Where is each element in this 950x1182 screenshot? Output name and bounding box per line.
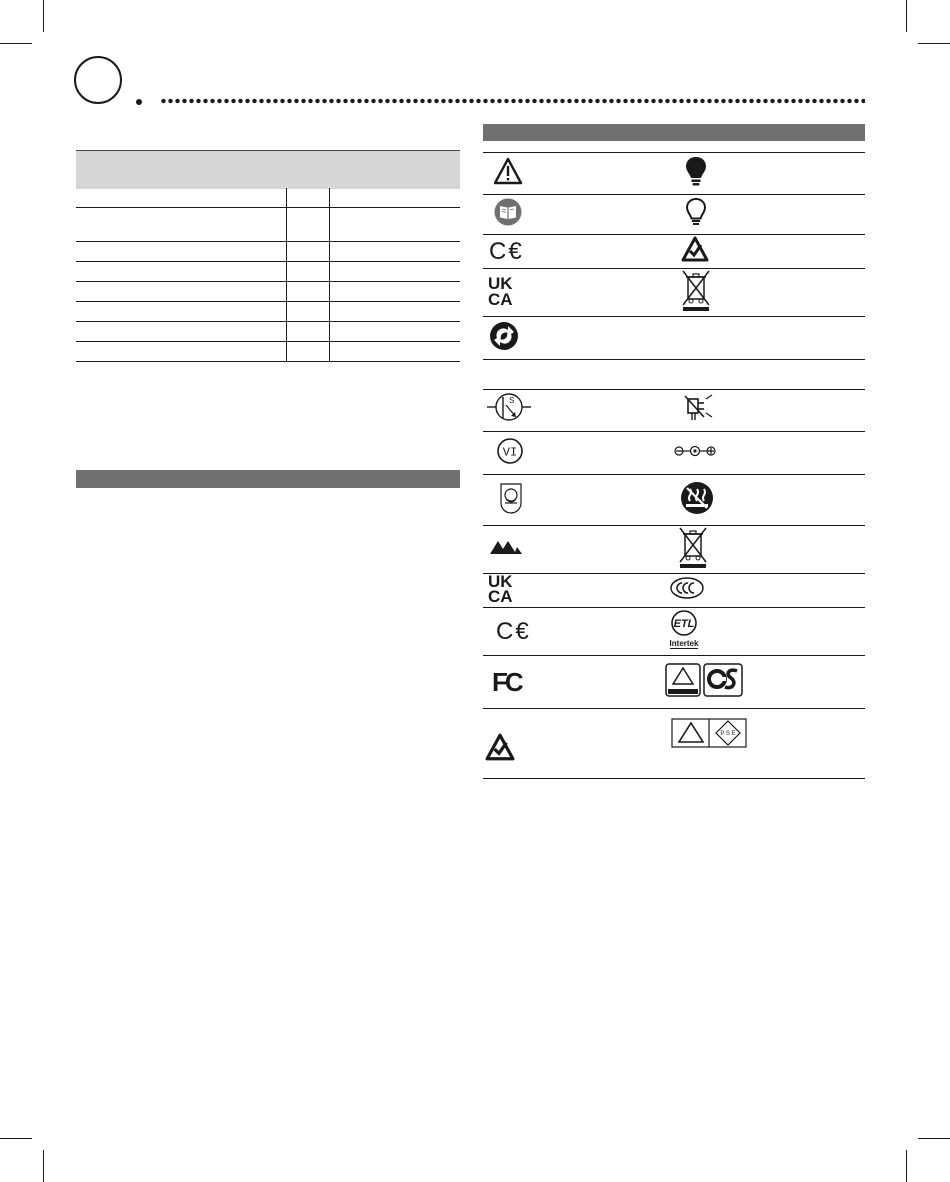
spec-value	[330, 262, 461, 282]
dotted-header-rule	[160, 98, 865, 104]
pse-text: P S E	[720, 731, 736, 737]
spec-unit	[287, 262, 330, 282]
symbols-table	[483, 152, 865, 779]
spec-value	[330, 282, 461, 302]
spec-value	[330, 188, 461, 208]
spec-label	[76, 342, 287, 362]
table-row	[483, 656, 865, 709]
spec-unit	[287, 282, 330, 302]
spec-value	[330, 302, 461, 322]
table-row	[76, 262, 460, 282]
table-row	[76, 208, 460, 242]
spec-unit	[287, 322, 330, 342]
class-ii-shaver-icon	[499, 481, 523, 515]
spec-label	[76, 208, 287, 242]
intertek-text: Intertek	[669, 639, 699, 648]
spec-label	[76, 188, 287, 208]
table-row	[483, 709, 865, 779]
spec-unit	[287, 208, 330, 242]
safety-transformer-icon	[487, 391, 531, 425]
spec-label	[76, 322, 287, 342]
bulb-outline-icon	[684, 197, 708, 227]
table-row	[483, 360, 865, 390]
ukca-top-text: UK	[488, 572, 513, 591]
spec-value	[330, 242, 461, 262]
rcm-mark-icon	[485, 733, 515, 761]
left-section-bar	[76, 470, 460, 488]
crop-mark	[0, 43, 32, 44]
table-row	[483, 574, 865, 608]
crop-mark	[43, 0, 44, 32]
spec-value	[330, 208, 461, 242]
language-badge	[74, 56, 122, 104]
right-section-bar	[483, 124, 865, 141]
spec-unit	[287, 342, 330, 362]
efficiency-vi-icon	[496, 437, 524, 465]
spec-label	[76, 302, 287, 322]
crop-mark	[918, 1138, 950, 1139]
table-row	[76, 242, 460, 262]
spec-unit	[287, 302, 330, 322]
table-row	[483, 608, 865, 656]
table-row	[483, 317, 865, 360]
crop-mark	[918, 43, 950, 44]
pse-mark-icon	[671, 718, 747, 748]
ce-mark-icon: C€	[496, 617, 531, 645]
crop-mark	[43, 1150, 44, 1182]
ukca-mark-icon	[488, 273, 518, 309]
table-row	[483, 390, 865, 432]
ccc-mark-icon	[669, 576, 705, 600]
weee-bin-icon	[681, 269, 711, 311]
rcm-mark-icon	[681, 236, 709, 262]
table-row	[76, 282, 460, 302]
header-dot	[136, 99, 142, 105]
no-dry-location-plug-icon	[682, 393, 714, 423]
crop-mark	[906, 0, 907, 32]
spec-unit	[287, 188, 330, 208]
table-row	[483, 526, 865, 574]
crop-mark	[906, 1150, 907, 1182]
ukca-bottom-text: CA	[488, 587, 513, 606]
spec-label	[76, 282, 287, 302]
table-row	[76, 322, 460, 342]
table-row	[483, 475, 865, 526]
ukca-mark-icon	[488, 574, 518, 604]
table-row	[76, 188, 460, 208]
table-row	[483, 235, 865, 269]
table-row	[483, 153, 865, 195]
fcc-mark-icon: FC	[492, 666, 521, 697]
ce-mark-icon: C€	[489, 237, 524, 265]
etl-text: ETL	[673, 618, 695, 630]
read-manual-icon	[494, 198, 522, 226]
spec-unit	[287, 242, 330, 262]
ukca-bottom-text: CA	[488, 289, 513, 309]
ukca-top-text: UK	[488, 273, 513, 293]
table-row	[483, 432, 865, 475]
table-row	[76, 342, 460, 362]
transformer-s-text: S	[509, 396, 515, 405]
warning-triangle-icon	[493, 157, 523, 185]
manufacturer-icon	[489, 538, 523, 556]
spec-value	[330, 342, 461, 362]
hot-surface-icon	[679, 480, 715, 516]
spec-label	[76, 242, 287, 262]
crop-mark	[0, 1138, 32, 1139]
specifications-table	[76, 188, 460, 362]
vi-text: VI	[502, 445, 518, 459]
tuv-gs-mark-icon	[665, 662, 745, 698]
weee-bin-icon	[678, 526, 708, 568]
table-row	[483, 195, 865, 235]
table-row	[76, 302, 460, 322]
spec-value	[330, 322, 461, 342]
green-dot-icon	[489, 321, 519, 351]
specifications-header	[76, 150, 460, 189]
polarity-icon	[671, 443, 719, 459]
table-row	[483, 269, 865, 317]
bulb-filled-icon	[683, 155, 709, 187]
spec-label	[76, 262, 287, 282]
etl-intertek-icon	[664, 608, 704, 650]
